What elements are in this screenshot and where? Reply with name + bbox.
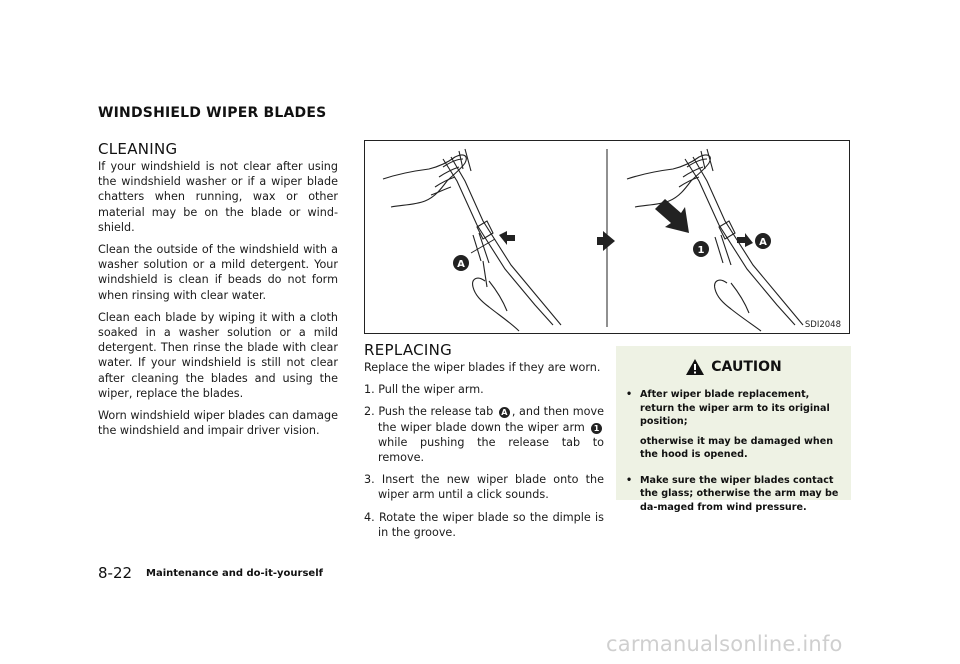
step-1 xyxy=(364,382,604,397)
step-text: Rotate the wiper blade so the dimple is in the groove. xyxy=(378,510,604,539)
right-panel-drawing xyxy=(627,149,803,331)
caution-item xyxy=(626,474,844,521)
wiper-blade-illustration xyxy=(364,140,850,334)
caution-title: CAUTION xyxy=(711,359,782,375)
step-3 xyxy=(364,472,604,502)
caution-item xyxy=(626,388,844,468)
caution-text: otherwise it may be damaged when the hood is opened. xyxy=(640,435,834,460)
cleaning-paragraph: Clean the outside of the windshield with a washer solution or a mild detergent. Your windshield is clean if beads do not form when rinsing with clear water. xyxy=(98,243,338,302)
step-4 xyxy=(364,510,604,540)
left-panel-drawing xyxy=(383,149,561,331)
caution-text: Make sure the wiper blades contact the glass; otherwise the arm may be da-maged from wind pressure. xyxy=(640,474,839,513)
section-heading: WINDSHIELD WIPER BLADES xyxy=(98,105,327,121)
caution-header xyxy=(616,354,851,380)
callout-a-right-label: A xyxy=(759,237,767,248)
cleaning-paragraph: Worn windshield wiper blades can damage the windshield and impair driver vision. xyxy=(98,409,338,438)
slide-down-arrow-icon xyxy=(655,199,689,233)
figure-code: SDI2048 xyxy=(804,320,841,330)
step-text: while pushing the release tab to remove. xyxy=(378,435,604,465)
step-text: , and then move the wiper blade down the wiper arm xyxy=(378,405,604,434)
step-number: 3. xyxy=(364,473,375,487)
cleaning-paragraph: Clean each blade by wiping it with a cloth soaked in a washer solution or a mild detergent. Then rinse the blade with clear water. If your windshield is still not clear after cleaning the blades and using the wiper, replace the blades. xyxy=(98,310,338,400)
press-arrow-icon xyxy=(499,231,515,245)
step-number: 1. xyxy=(364,383,375,397)
page-number: 8-22 xyxy=(98,564,133,582)
warning-triangle-icon xyxy=(685,358,705,376)
replacing-text xyxy=(364,360,604,547)
footer-chapter-title: Maintenance and do-it-yourself xyxy=(146,568,323,579)
step-number: 4. xyxy=(364,510,375,524)
step-number: 2. xyxy=(364,405,375,419)
step-2 xyxy=(364,404,604,465)
release-arrow-icon xyxy=(737,233,753,247)
callout-a-label: A xyxy=(457,259,465,270)
caution-text: After wiper blade replacement, return the wiper arm to its original position; xyxy=(640,389,830,427)
step-text: Push the release tab xyxy=(378,405,494,419)
callout-a-badge: A xyxy=(499,407,510,418)
replacing-heading: REPLACING xyxy=(364,341,453,359)
watermark: carmanualsonline.info xyxy=(606,632,843,656)
caution-box xyxy=(616,346,851,513)
wiper-illustration-svg xyxy=(365,141,849,333)
cleaning-heading: CLEANING xyxy=(98,140,178,158)
bullet: • xyxy=(626,389,633,400)
callout-1-label: 1 xyxy=(697,245,705,256)
bullet: • xyxy=(626,474,633,486)
step-text: Pull the wiper arm. xyxy=(378,383,484,397)
callout-1-badge: 1 xyxy=(591,423,602,434)
caution-list xyxy=(626,388,844,526)
cleaning-text xyxy=(98,159,338,445)
replacing-intro: Replace the wiper blades if they are worn. xyxy=(364,361,601,374)
next-step-arrow-icon xyxy=(597,231,615,251)
step-text: Insert the new wiper blade onto the wiper arm until a click sounds. xyxy=(378,473,605,502)
cleaning-paragraph: If your windshield is not clear after using the windshield washer or if a wiper blade chatters when running, wax or other material may be on the blade or wind-shield. xyxy=(98,160,338,234)
